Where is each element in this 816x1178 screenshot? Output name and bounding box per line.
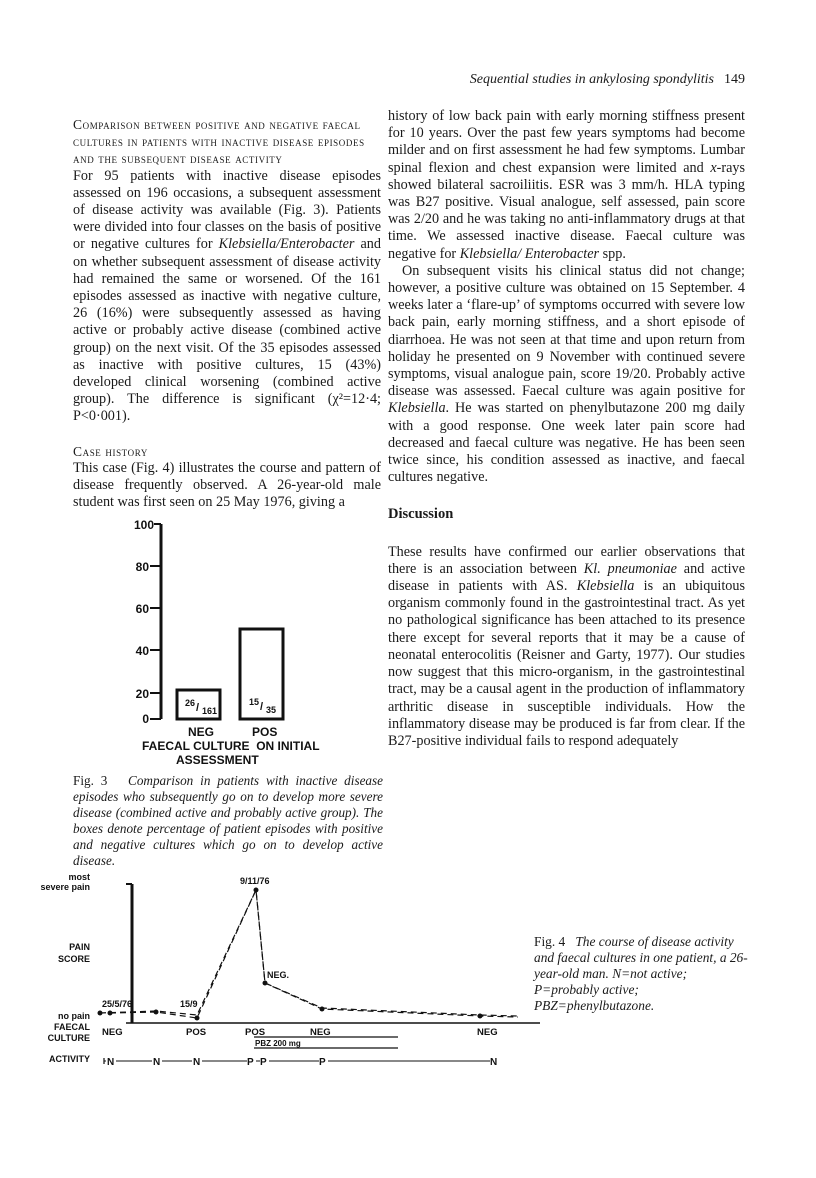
svg-text:NEG: NEG [188,725,215,739]
results-paragraph: For 95 patients with inactive disease episodes assessed on 196 occasions, a subsequent assessment of disease activity was available (Fig. 3). Patients were divided into four classes on the basis of positive or negative cultures for Klebsiella/Enterobacter and on whether subsequent assessment of disease activity had remained the same or worsened. Of the 161 episodes assessed as inactive with negative culture, 26 (16%) were subsequently assessed as having active or probably active disease (combined active group) on the next visit. Of the 35 episodes assessed as inactive with positive cultures, 15 (43%) developed clinical worsening (combined active group). The difference is significant (χ²=12·4; P<0·001). [73,167,381,425]
svg-text:POS: POS [252,725,278,739]
svg-text:40: 40 [135,644,149,658]
figure-3-caption: Fig. 3 Comparison in patients with inactive disease episodes who subsequently go on to develop more severe disease (combined active and probably active group). The boxes denote percentage of patient episodes with positive and negative cultures which go on to develop active disease. [73,773,384,868]
running-title: Sequential studies in ankylosing spondylitis [469,72,714,87]
svg-text:NEG: NEG [310,1027,331,1038]
case-paragraph-1: history of low back pain with early morning stiffness present for 10 years. Over the past few years symptoms had become milder and on first assessment he had few symptoms. Lumbar spinal flexion and chest expansion were limited and x-rays showed bilateral sacroiliitis. ESR was 3 mm/h. HLA typing was B27 positive. Visual analogue, self assessed, pain score was 2/20 and he was taking no anti-inflammatory drugs at that time. We assessed inactive disease. Faecal culture was negative for Klebsiella/ Enterobacter spp. [388,108,745,262]
svg-text:20: 20 [135,687,149,701]
running-head [420,72,745,88]
svg-text:NEG.: NEG. [267,970,290,980]
svg-text:ASSESSMENT: ASSESSMENT [176,753,259,767]
svg-text:no pain: no pain [58,1011,90,1021]
svg-text:100: 100 [133,518,154,532]
figure-3-chart [72,515,382,770]
svg-text:35: 35 [266,705,277,715]
svg-text:FAECAL CULTURE ON INITIAL: FAECAL CULTURE ON INITIAL [142,739,320,753]
svg-text:ACTIVITY: ACTIVITY [48,1054,90,1064]
svg-text:15/9: 15/9 [180,999,198,1009]
figure-4-chart [40,870,540,1070]
case-history-paragraph: This case (Fig. 4) illustrates the course and pattern of disease frequently observed. A 26-year-old male student was first seen on 25 May 1976, giving a [73,459,381,511]
svg-text:80: 80 [135,560,149,574]
section-heading: Comparison between positive and negative faecal cultures in patients with inactive disease episodes and the subsequent disease activity [73,117,365,167]
svg-text:most: most [68,872,90,882]
svg-text:NEG: NEG [477,1027,498,1038]
svg-text:26: 26 [185,698,196,708]
svg-text:161: 161 [202,706,218,716]
svg-text:/: / [260,701,264,713]
case-paragraph-2: On subsequent visits his clinical status did not change; however, a positive culture was obtained on 15 September. 4 weeks later a ‘flare-up’ of symptoms occurred with severe low back pain, early morning stiffness, and a short episode of diarrhoea. He was not seen at that time and upon return from holiday he presented on 9 November with continued severe symptoms, visual analogue pain, score 19/20. Probably active disease was assessed. Faecal culture was again positive for Klebsiella. He was started on phenylbutazone 200 mg daily with a good response. One week later pain score had decreased and faecal culture was negative. He has been seen twice since, his condition assessed as inactive, and faecal cultures negative. [388,262,745,486]
svg-text:25/5/76: 25/5/76 [102,999,133,1009]
svg-text:FAECAL: FAECAL [54,1022,90,1032]
svg-text:0: 0 [142,712,149,726]
svg-text:P: P [260,1057,267,1068]
discussion-paragraph: These results have confirmed our earlier observations that there is an association between Kl. pneumoniae and active disease in patients with AS. Klebsiella is an ubiquitous organism commonly found in the gastrointestinal tract. As yet no pathological significance has been attached to its presence there except for several reports that it may be a cause of neonatal enterocolitis (Reisner and Garty, 1977). Our studies now suggest that this micro-organism, in the gastrointestinal tract, may be a causal agent in the production of inflammatory arthritic disease in susceptible individuals. How the inflammatory disease may be produced is far from clear. If the B27-positive individual fails to respond adequately [388,543,746,749]
svg-text:60: 60 [135,602,149,616]
discussion-heading: Discussion [388,506,454,523]
svg-text:POS: POS [186,1027,207,1038]
svg-text:P: P [319,1057,326,1068]
svg-text:SCORE: SCORE [57,954,90,964]
svg-text:N: N [193,1057,201,1068]
svg-text:P: P [247,1057,254,1068]
figure-4-caption: Fig. 4 The course of disease activity and faecal cultures in one patient, a 26-year-old man. N=not active; P=probably active; PBZ=phenylbutazone. [534,934,748,1013]
left-column [73,116,381,511]
svg-text:N: N [107,1057,115,1068]
svg-text:severe pain: severe pain [40,882,90,892]
right-column [388,108,745,750]
svg-text:N: N [490,1057,498,1068]
svg-text:15: 15 [249,697,260,707]
pain-score-line [100,890,518,1016]
page-number: 149 [724,72,745,87]
svg-text:9/11/76: 9/11/76 [240,876,270,886]
case-history-heading: Case history [73,443,148,459]
svg-text:POS: POS [245,1027,266,1038]
svg-text:N: N [153,1057,161,1068]
svg-text:CULTURE: CULTURE [47,1033,90,1043]
svg-text:PBZ 200 mg: PBZ 200 mg [255,1039,301,1048]
svg-text:PAIN: PAIN [69,942,90,952]
svg-text:NEG: NEG [102,1027,123,1038]
svg-text:/: / [196,702,200,714]
